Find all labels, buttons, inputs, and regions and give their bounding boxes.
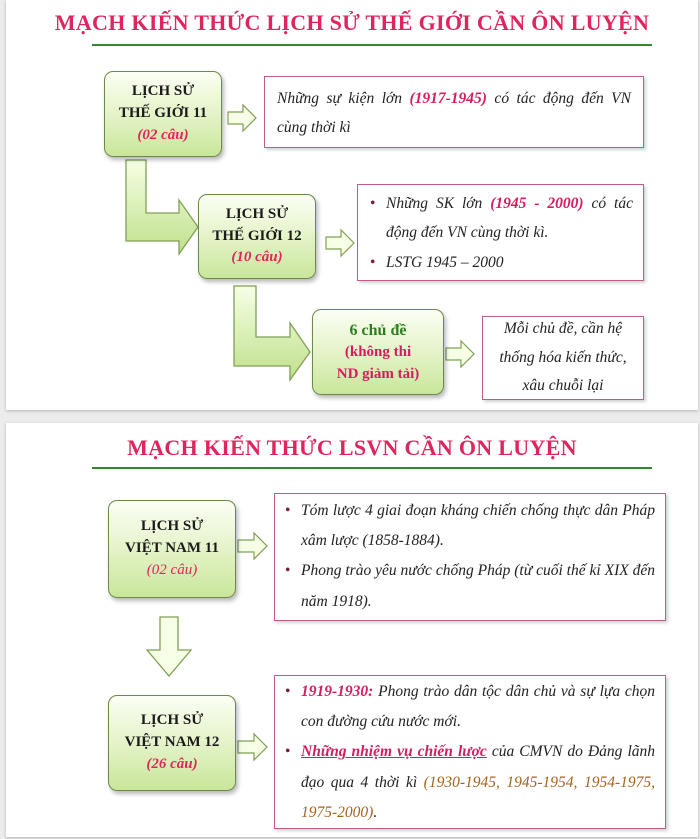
text: Mỗi chủ đề, cần hệ thống hóa kiến thức, xâu chuỗi lại [499,320,627,395]
box-label: VIỆT NAM 12 [124,734,220,751]
text: Những SK lớn [386,195,491,212]
box-label: LỊCH SỬ [225,205,289,222]
box-world-history-12 [198,194,316,279]
panel-world-history-12 [357,184,644,281]
question-count: (10 câu) [231,249,283,266]
arrow-right-icon [238,734,267,760]
text: có tác động đến VN cùng thời kì. [386,195,633,242]
box-label: LỊCH SỬ [131,83,195,100]
panel-topics [482,316,644,400]
slide-vietnam-history [6,423,698,837]
panel-vietnam-history-11 [274,493,666,621]
box-world-history-11 [104,71,222,157]
flow-arrow-tg11-to-tg12 [126,160,198,254]
box-vietnam-history-11 [108,500,236,598]
list-item [281,737,655,828]
panel-vietnam-history-12 [274,675,666,829]
arrow-right-icon [446,341,474,367]
box-label: LỊCH SỬ [140,518,204,535]
slide-title: MẠCH KIẾN THỨC LỊCH SỬ THẾ GIỚI CẦN ÔN LUYỆN [54,10,650,35]
box-six-topics [312,309,444,395]
list-item: • Tóm lược 4 giai đoạn kháng chiến chống thực dân Pháp xâm lược (1858-1884). [281,496,655,556]
slide-title: MẠCH KIẾN THỨC LSVN CẦN ÔN LUYỆN [127,435,577,460]
text: Phong trào dân tộc dân chủ và sự lựa chọn con đường cứu nước mới. [301,683,655,731]
question-count: (02 câu) [146,561,198,578]
text: có tác động đến VN cùng thời kì [277,90,631,136]
text: . [373,803,378,821]
list-item [281,677,655,737]
arrow-right-icon [238,533,267,559]
question-count: (02 câu) [137,126,189,143]
box-label: ND giảm tải) [336,365,420,382]
highlight-phrase: Những nhiệm vụ chiến lược [301,743,487,761]
box-vietnam-history-12 [108,695,236,791]
box-label: THẾ GIỚI 12 [212,227,302,244]
highlight-period: (1917-1945) [409,90,487,107]
list-item: • LSTG 1945 – 2000 [366,248,633,277]
periods-text: (1930-1945, 1945-1954, 1954-1975, 1975-2000) [301,773,655,821]
highlight-period: (1945 - 2000) [490,195,584,212]
arrow-right-icon [326,230,354,256]
flow-arrow-vn11-to-vn12 [147,617,191,676]
box-label: LỊCH SỬ [140,712,204,729]
text: Những sự kiện lớn [277,90,410,107]
text: của CMVN do Đảng lãnh đạo qua 4 thời kì [301,743,655,791]
box-label: 6 chủ đề [349,321,407,339]
list-item: • Phong trào yêu nước chống Pháp (từ cuối thế kỉ XIX đến năm 1918). [281,556,655,616]
box-label: (không thi [344,343,412,360]
panel-world-history-11 [264,76,644,148]
arrow-right-icon [228,105,256,131]
box-label: THẾ GIỚI 11 [118,105,208,122]
question-count: (26 câu) [146,755,198,772]
highlight-period: 1919-1930: [301,683,374,700]
box-label: VIỆT NAM 11 [125,540,219,557]
list-item [366,189,633,248]
flow-arrow-tg12-to-topics [234,286,310,380]
slide-world-history [6,0,698,410]
